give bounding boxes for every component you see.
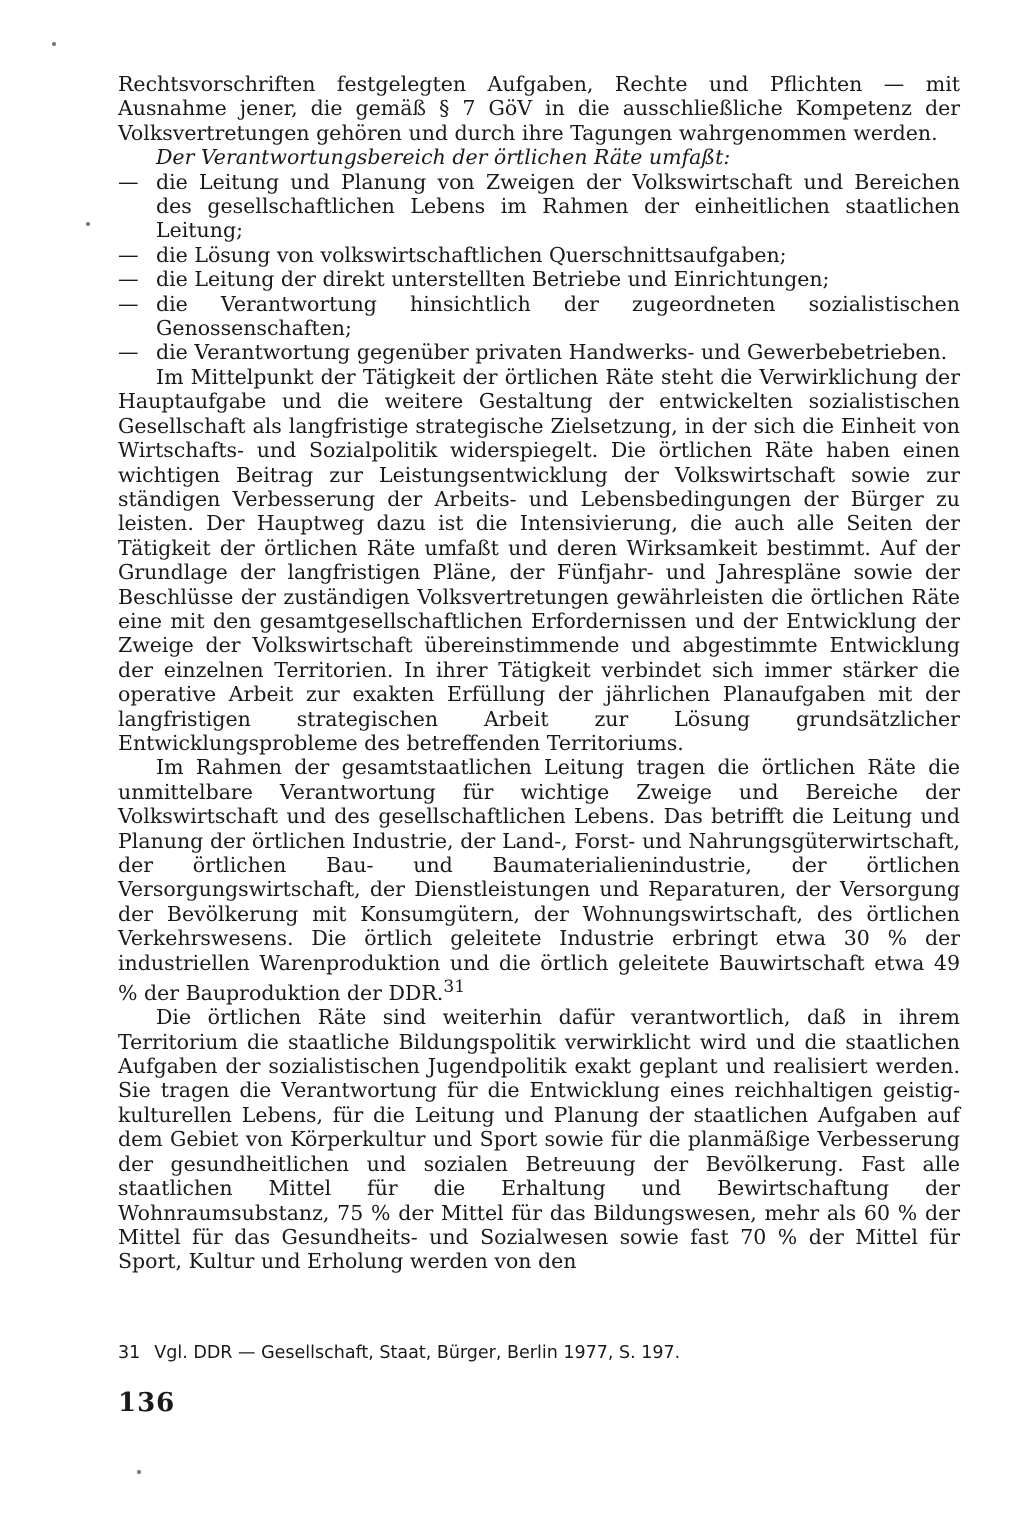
list-item-text: die Lösung von volkswirtschaftlichen Querschnittsaufgaben; <box>156 242 787 267</box>
paragraph <box>118 755 960 1005</box>
dash-marker: — <box>118 169 139 194</box>
list-item <box>118 243 960 267</box>
dash-marker: — <box>118 340 139 365</box>
responsibility-list <box>118 170 960 365</box>
list-item <box>118 170 960 243</box>
list-item-text: die Leitung der direkt unterstellten Betriebe und Einrichtungen; <box>156 267 830 292</box>
footnote-number: 31 <box>118 1343 141 1363</box>
paragraph: Die örtlichen Räte sind weiterhin dafür verantwortlich, daß in ihrem Territorium die staatliche Bildungspolitik verwirklicht wird und die staatlichen Aufgaben der sozialistischen Jugendpolitik exakt geplant und realisiert werden. Sie tragen die Verantwortung für die Entwicklung eines reichhaltigen geistig-kulturellen Lebens, für die Leitung und Planung der staatlichen Aufgaben auf dem Gebiet von Körperkultur und Sport sowie für die planmäßige Verbesserung der gesundheitlichen und sozialen Betreuung der Bevölkerung. Fast alle staatlichen Mittel für die Erhaltung und Bewirtschaftung der Wohnraumsubstanz, 75 % der Mittel für das Bildungswesen, mehr als 60 % der Mittel für das Gesundheits- und Sozialwesen sowie fast 70 % der Mittel für Sport, Kultur und Erholung werden von den <box>118 1005 960 1274</box>
list-item <box>118 292 960 341</box>
dash-marker: — <box>118 267 139 292</box>
list-item-text: die Verantwortung gegenüber privaten Handwerks- und Gewerbebetrieben. <box>156 340 948 365</box>
page-number: 136 <box>118 1388 176 1418</box>
list-item-text: die Verantwortung hinsichtlich der zugeordneten sozialistischen Genossenschaften; <box>156 291 960 341</box>
body-text <box>118 72 960 1274</box>
footnote-reference: 31 <box>443 977 466 998</box>
list-intro: Der Verantwortungsbereich der örtlichen Räte umfaßt: <box>156 145 731 170</box>
list-item-text: die Leitung und Planung von Zweigen der Volkswirtschaft und Bereichen des gesellschaftlichen Lebens im Rahmen der einheitlichen staatlichen Leitung; <box>156 169 960 243</box>
list-item <box>118 340 960 364</box>
scan-speck <box>52 42 56 46</box>
footnote <box>118 1342 960 1364</box>
list-item <box>118 267 960 291</box>
dash-marker: — <box>118 242 139 267</box>
paragraph: Im Mittelpunkt der Tätigkeit der örtlichen Räte steht die Verwirklichung der Hauptaufgabe und die weitere Gestaltung der entwickelten sozialistischen Gesellschaft als langfristige strategische Zielsetzung, in der sich die Einheit von Wirtschafts- und Sozialpolitik widerspiegelt. Die örtlichen Räte haben einen wichtigen Beitrag zur Leistungsentwicklung der Volkswirtschaft sowie zur ständigen Verbesserung der Arbeits- und Lebensbedingungen der Bürger zu leisten. Der Hauptweg dazu ist die Intensivierung, die auch alle Seiten der Tätigkeit der örtlichen Räte umfaßt und deren Wirksamkeit bestimmt. Auf der Grundlage der langfristigen Pläne, der Fünfjahr- und Jahrespläne sowie der Beschlüsse der zuständigen Volksvertretungen gewährleisten die örtlichen Räte eine mit den gesamtgesellschaftlichen Erfordernissen und der Entwicklung der Zweige der Volkswirtschaft übereinstimmende und abgestimmte Entwicklung der einzelnen Territorien. In ihrer Tätigkeit verbindet sich immer stärker die operative Arbeit zur exakten Erfüllung der jährlichen Planaufgaben mit der langfristigen strategischen Arbeit zur Lösung grundsätzlicher Entwicklungsprobleme des betreffenden Territoriums. <box>118 364 960 755</box>
paragraph-text: Im Rahmen der gesamtstaatlichen Leitung tragen die örtlichen Räte die unmittelbare Verantwortung für wichtige Zweige und Bereiche der Volkswirtschaft und des gesellschaftlichen Lebens. Das betrifft die Leitung und Planung der örtlichen Industrie, der Land-, Forst- und Nahrungsgüterwirtschaft, der örtlichen Bau- und Baumaterialienindustrie, der örtlichen Versorgungswirtschaft, der Dienstleistungen und Reparaturen, der Versorgung der Bevölkerung mit Konsumgütern, der Wohnungswirtschaft, des örtlichen Verkehrswesens. Die örtlich geleitete Industrie erbringt etwa 30 % der industriellen Warenproduktion und die örtlich geleitete Bauwirtschaft etwa 49 % der Bauproduktion der DDR. <box>118 755 960 1005</box>
scan-speck <box>137 1470 141 1474</box>
paragraph-continuation: Rechtsvorschriften festgelegten Aufgaben, Rechte und Pflichten — mit Ausnahme jener, die gemäß § 7 GöV in die ausschließliche Kompetenz der Volksvertretungen gehören und durch ihre Tagungen wahrgenommen werden. <box>118 72 960 145</box>
scan-speck <box>86 222 90 226</box>
footnote-text: Vgl. DDR — Gesellschaft, Staat, Bürger, Berlin 1977, S. 197. <box>154 1343 681 1363</box>
dash-marker: — <box>118 291 139 316</box>
